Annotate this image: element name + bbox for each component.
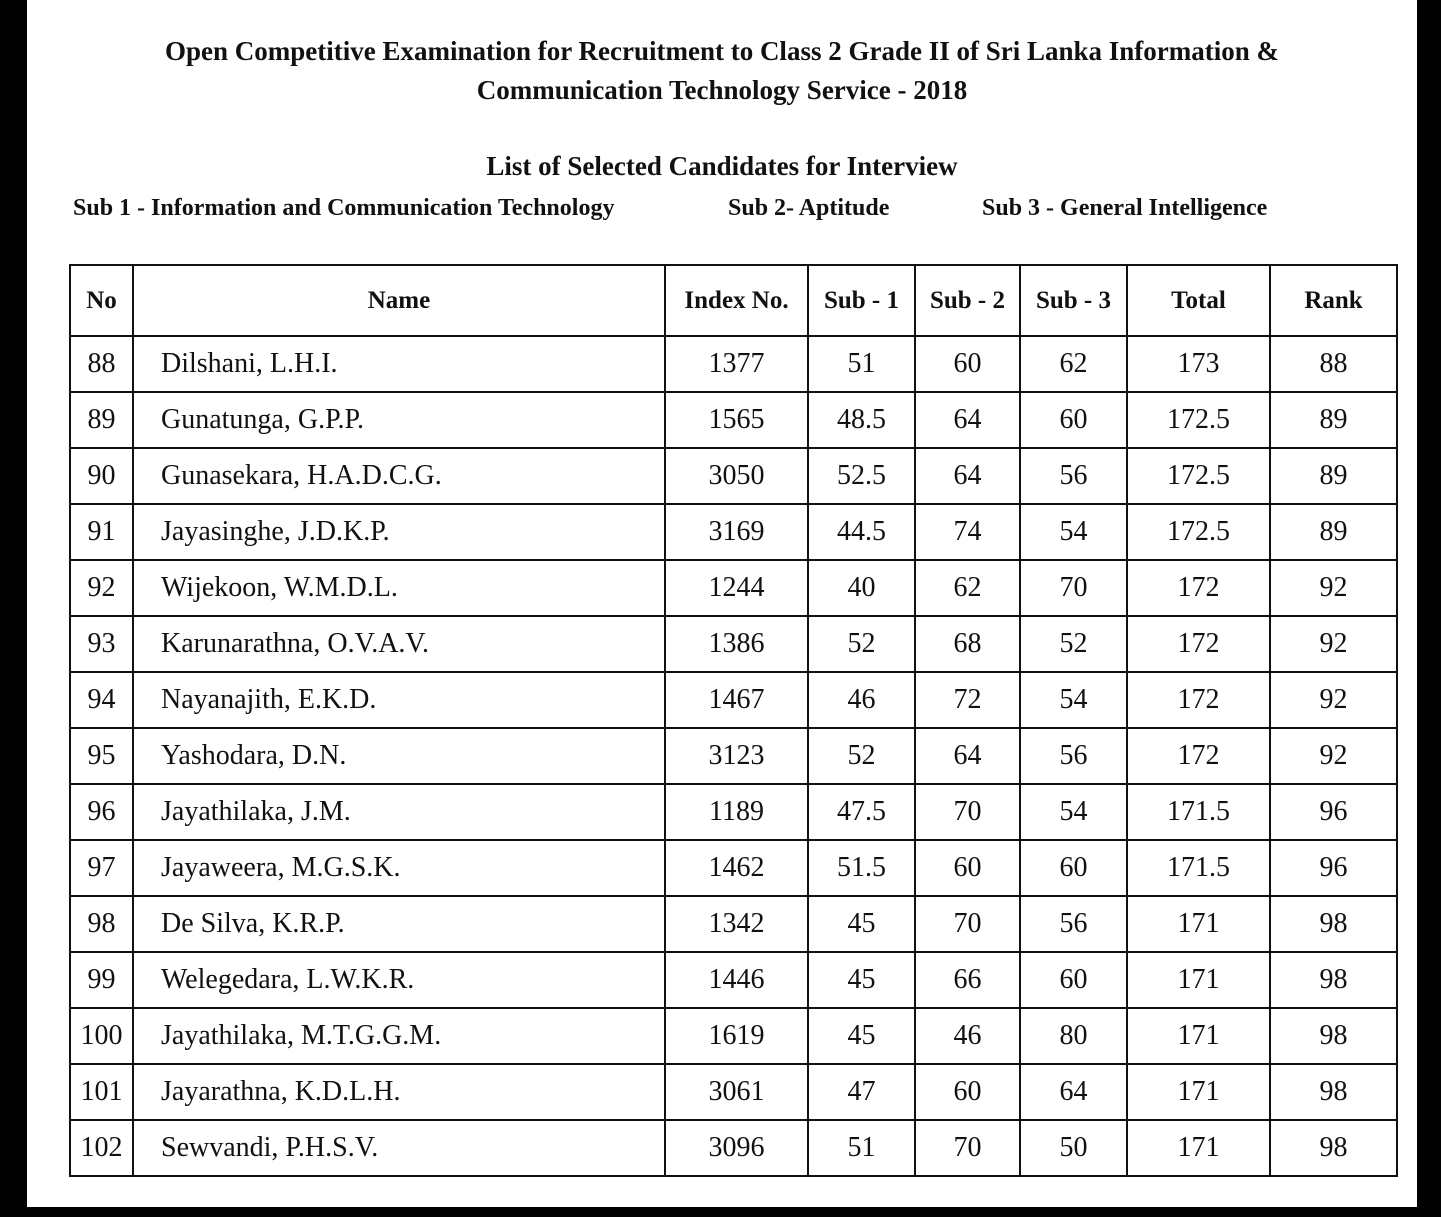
legend-sub3: Sub 3 - General Intelligence	[982, 195, 1268, 221]
cell-no: 101	[70, 1064, 133, 1120]
cell-sub-1: 47.5	[808, 784, 915, 840]
cell-sub-3: 56	[1020, 896, 1127, 952]
cell-sub-2: 64	[915, 448, 1020, 504]
table-row	[70, 1120, 1397, 1176]
header-sub-3: Sub - 3	[1020, 265, 1127, 336]
cell-total: 172.5	[1127, 448, 1270, 504]
header-rank: Rank	[1270, 265, 1397, 336]
cell-no: 88	[70, 336, 133, 392]
table-row	[70, 728, 1397, 784]
cell-no: 91	[70, 504, 133, 560]
table-row	[70, 1064, 1397, 1120]
cell-name: Dilshani, L.H.I.	[133, 336, 665, 392]
cell-rank: 98	[1270, 1120, 1397, 1176]
cell-name: Nayanajith, E.K.D.	[133, 672, 665, 728]
cell-no: 96	[70, 784, 133, 840]
cell-no: 102	[70, 1120, 133, 1176]
cell-rank: 98	[1270, 896, 1397, 952]
cell-rank: 96	[1270, 784, 1397, 840]
cell-sub-2: 68	[915, 616, 1020, 672]
cell-no: 92	[70, 560, 133, 616]
cell-rank: 96	[1270, 840, 1397, 896]
cell-total: 171.5	[1127, 840, 1270, 896]
cell-name: Yashodara, D.N.	[133, 728, 665, 784]
cell-rank: 89	[1270, 392, 1397, 448]
title-line-2: Communication Technology Service - 2018	[476, 75, 968, 105]
cell-sub-2: 64	[915, 392, 1020, 448]
cell-name: Karunarathna, O.V.A.V.	[133, 616, 665, 672]
cell-sub-3: 62	[1020, 336, 1127, 392]
cell-no: 89	[70, 392, 133, 448]
cell-sub-3: 54	[1020, 504, 1127, 560]
cell-sub-2: 70	[915, 1120, 1020, 1176]
header-row	[70, 265, 1397, 336]
cell-sub-2: 60	[915, 1064, 1020, 1120]
cell-sub-3: 70	[1020, 560, 1127, 616]
cell-no: 90	[70, 448, 133, 504]
legend-sub2: Sub 2- Aptitude	[728, 195, 890, 221]
cell-name: Sewvandi, P.H.S.V.	[133, 1120, 665, 1176]
cell-sub-1: 40	[808, 560, 915, 616]
cell-sub-1: 46	[808, 672, 915, 728]
subtitle: List of Selected Candidates for Interview	[486, 151, 958, 181]
cell-sub-3: 56	[1020, 448, 1127, 504]
cell-sub-1: 45	[808, 1008, 915, 1064]
cell-name: De Silva, K.R.P.	[133, 896, 665, 952]
cell-index-no: 1462	[665, 840, 808, 896]
header-total: Total	[1127, 265, 1270, 336]
cell-index-no: 1342	[665, 896, 808, 952]
cell-index-no: 1244	[665, 560, 808, 616]
cell-index-no: 3169	[665, 504, 808, 560]
cell-no: 99	[70, 952, 133, 1008]
cell-total: 171	[1127, 1008, 1270, 1064]
cell-sub-1: 48.5	[808, 392, 915, 448]
cell-sub-2: 74	[915, 504, 1020, 560]
cell-sub-1: 52	[808, 616, 915, 672]
table-row	[70, 616, 1397, 672]
cell-sub-3: 80	[1020, 1008, 1127, 1064]
header-index-no: Index No.	[665, 265, 808, 336]
cell-rank: 89	[1270, 504, 1397, 560]
cell-name: Jayathilaka, M.T.G.G.M.	[133, 1008, 665, 1064]
cell-index-no: 1446	[665, 952, 808, 1008]
cell-total: 172	[1127, 616, 1270, 672]
cell-sub-2: 72	[915, 672, 1020, 728]
cell-total: 172.5	[1127, 392, 1270, 448]
table-row	[70, 392, 1397, 448]
cell-total: 171	[1127, 896, 1270, 952]
cell-total: 171.5	[1127, 784, 1270, 840]
cell-sub-1: 44.5	[808, 504, 915, 560]
cell-total: 172	[1127, 560, 1270, 616]
cell-name: Welegedara, L.W.K.R.	[133, 952, 665, 1008]
cell-index-no: 1189	[665, 784, 808, 840]
cell-name: Jayasinghe, J.D.K.P.	[133, 504, 665, 560]
cell-sub-2: 60	[915, 840, 1020, 896]
cell-rank: 98	[1270, 1008, 1397, 1064]
cell-sub-3: 60	[1020, 840, 1127, 896]
cell-sub-3: 56	[1020, 728, 1127, 784]
cell-name: Gunasekara, H.A.D.C.G.	[133, 448, 665, 504]
cell-no: 95	[70, 728, 133, 784]
cell-sub-2: 62	[915, 560, 1020, 616]
cell-total: 171	[1127, 952, 1270, 1008]
cell-sub-1: 51	[808, 336, 915, 392]
table-row	[70, 840, 1397, 896]
cell-sub-3: 60	[1020, 392, 1127, 448]
title-line-1: Open Competitive Examination for Recruitment to Class 2 Grade II of Sri Lanka Information &	[165, 36, 1279, 66]
cell-total: 171	[1127, 1064, 1270, 1120]
table-row	[70, 448, 1397, 504]
cell-sub-3: 50	[1020, 1120, 1127, 1176]
document-page	[27, 0, 1417, 1207]
cell-total: 171	[1127, 1120, 1270, 1176]
cell-index-no: 1377	[665, 336, 808, 392]
cell-sub-1: 47	[808, 1064, 915, 1120]
cell-index-no: 1467	[665, 672, 808, 728]
table-row	[70, 504, 1397, 560]
header-no: No	[70, 265, 133, 336]
table-row	[70, 896, 1397, 952]
cell-sub-1: 45	[808, 952, 915, 1008]
cell-no: 94	[70, 672, 133, 728]
header-name: Name	[133, 265, 665, 336]
cell-name: Jayathilaka, J.M.	[133, 784, 665, 840]
cell-sub-1: 51.5	[808, 840, 915, 896]
cell-index-no: 3061	[665, 1064, 808, 1120]
cell-total: 172	[1127, 728, 1270, 784]
cell-sub-1: 51	[808, 1120, 915, 1176]
cell-index-no: 3123	[665, 728, 808, 784]
cell-rank: 98	[1270, 952, 1397, 1008]
cell-sub-2: 70	[915, 784, 1020, 840]
table-row	[70, 560, 1397, 616]
cell-sub-3: 60	[1020, 952, 1127, 1008]
cell-rank: 98	[1270, 1064, 1397, 1120]
cell-name: Jayarathna, K.D.L.H.	[133, 1064, 665, 1120]
cell-no: 98	[70, 896, 133, 952]
cell-total: 172.5	[1127, 504, 1270, 560]
table-row	[70, 672, 1397, 728]
cell-sub-2: 46	[915, 1008, 1020, 1064]
header-sub-1: Sub - 1	[808, 265, 915, 336]
cell-sub-2: 70	[915, 896, 1020, 952]
cell-index-no: 3050	[665, 448, 808, 504]
cell-name: Wijekoon, W.M.D.L.	[133, 560, 665, 616]
candidates-table	[69, 264, 1398, 1177]
header-sub-2: Sub - 2	[915, 265, 1020, 336]
cell-rank: 88	[1270, 336, 1397, 392]
cell-no: 93	[70, 616, 133, 672]
cell-index-no: 1565	[665, 392, 808, 448]
cell-sub-3: 54	[1020, 672, 1127, 728]
table-row	[70, 1008, 1397, 1064]
table-row	[70, 952, 1397, 1008]
cell-index-no: 1619	[665, 1008, 808, 1064]
cell-name: Jayaweera, M.G.S.K.	[133, 840, 665, 896]
cell-sub-1: 45	[808, 896, 915, 952]
cell-rank: 92	[1270, 560, 1397, 616]
cell-no: 97	[70, 840, 133, 896]
cell-rank: 92	[1270, 672, 1397, 728]
cell-sub-3: 52	[1020, 616, 1127, 672]
cell-sub-2: 66	[915, 952, 1020, 1008]
cell-name: Gunatunga, G.P.P.	[133, 392, 665, 448]
cell-sub-1: 52	[808, 728, 915, 784]
cell-sub-1: 52.5	[808, 448, 915, 504]
cell-rank: 89	[1270, 448, 1397, 504]
cell-sub-3: 54	[1020, 784, 1127, 840]
cell-index-no: 1386	[665, 616, 808, 672]
legend-sub1: Sub 1 - Information and Communication Technology	[73, 195, 615, 221]
cell-index-no: 3096	[665, 1120, 808, 1176]
cell-sub-2: 60	[915, 336, 1020, 392]
cell-rank: 92	[1270, 728, 1397, 784]
cell-no: 100	[70, 1008, 133, 1064]
table-row	[70, 336, 1397, 392]
cell-total: 172	[1127, 672, 1270, 728]
table-row	[70, 784, 1397, 840]
cell-sub-3: 64	[1020, 1064, 1127, 1120]
cell-sub-2: 64	[915, 728, 1020, 784]
cell-rank: 92	[1270, 616, 1397, 672]
cell-total: 173	[1127, 336, 1270, 392]
